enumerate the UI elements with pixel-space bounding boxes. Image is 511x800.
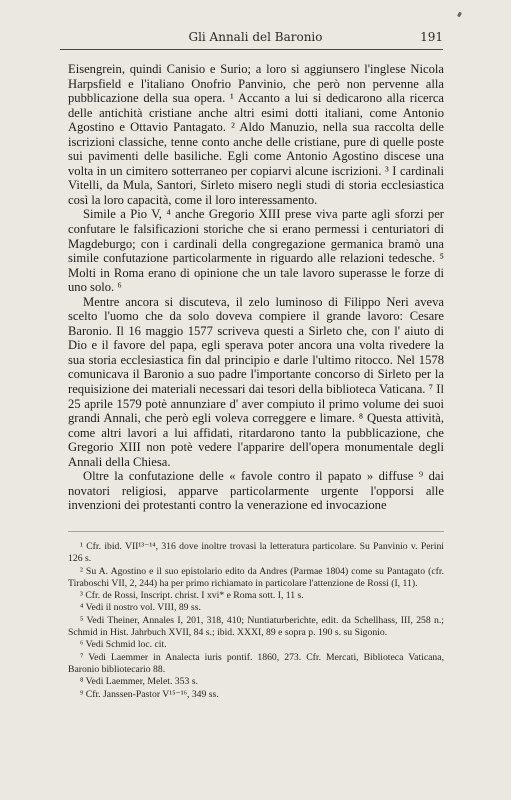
footnote-7: ⁷ Vedi Laemmer in Analecta iuris pontif. 1860, 273. Cfr. Mercati, Biblioteca Vaticana, Baronio bibliotecario 88. <box>68 651 444 675</box>
running-title: Gli Annali del Baronio <box>188 30 323 44</box>
paragraph-1: Eisengrein, quindi Canisio e Surio; a loro si aggiunsero l'inglese Nicola Harpsfield e l'italiano Onofrio Panvinio, che però non pervenne alla pubblicazione della sua opera. ¹ Accanto a lui si dedicarono alla ricerca delle antichità cristiane anche altri esimi dotti italiani, come Antonio Agostino e Ottavio Pantagato. ² Aldo Manuzio, nella sua raccolta delle iscrizioni classiche, tenne conto anche delle cristiane, pure di quelle poste sui pavimenti delle basiliche. Egli come Antonio Agostino discese una volta in un cimitero sotterraneo per copiarvi alcune iscrizioni. ³ I cardinali Vitelli, da Mula, Santori, Sirleto misero negli studi di storia ecclesiastica così la loro capacità, come il loro interessamento. <box>68 62 444 207</box>
paragraph-3: Mentre ancora si discuteva, il zelo luminoso di Filippo Neri aveva scelto l'uomo che da solo doveva compiere il grande lavoro: Cesare Baronio. Il 16 maggio 1577 scriveva questi a Sirleto che, con l' aiuto di Dio e il favore del papa, egli sperava poter ancora una volta rivedere la sua storia ecclesiastica fin dal principio e darle l'ultimo ritocco. Nel 1578 comunicava il Baronio a suo padre l'importante concorso di Sirleto per la requisizione dei materiali necessari dai tesori della biblioteca Vaticana. ⁷ Il 25 aprile 1579 potè annunziare d' aver compiuto il primo volume dei suoi grandi Annali, che però egli voleva correggere e limare. ⁸ Questa attività, come altri lavori a lui affidati, ritardarono tanto la pubblicazione, che Gregorio XIII non potè vedere l'apparire dell'opera monumentale degli Annali della Chiesa. <box>68 294 444 469</box>
footnote-5: ⁵ Vedi Theiner, Annales I, 201, 318, 410; Nuntiaturberichte, edit. da Schellhass, III, 258 n.; Schmid in Hist. Jahrbuch XVII, 84 s.; ibid. XXXI, 89 e sopra p. 190 s. su Sigonio. <box>68 614 444 639</box>
footnote-6: ⁶ Vedi Schmid loc. cit. <box>80 639 167 651</box>
footnote-8: ⁸ Vedi Laemmer, Melet. 353 s. <box>80 676 198 688</box>
footnote-3: ³ Cfr. de Rossi, Inscript. christ. I xvi* e Roma sott. I, 11 s. <box>80 590 304 602</box>
footnote-9: ⁹ Cfr. Janssen-Pastor V¹⁵⁻¹⁶, 349 ss. <box>80 688 219 700</box>
paragraph-2: Simile a Pio V, ⁴ anche Gregorio XIII prese viva parte agli sforzi per confutare le falsificazioni storiche che si erano permessi i centuriatori di Magdeburgo; con i cardinali della congregazione germanica bramò una simile confutazione particolarmente in riguardo alle relazioni tedesche. ⁵ Molti in Roma erano di opinione che un tale lavoro superasse le forze di uno solo. ⁶ <box>68 207 444 295</box>
footnote-4: ⁴ Vedi il nostro vol. VIII, 89 ss. <box>80 602 201 614</box>
footnote-1: ¹ Cfr. ibid. VII¹³⁻¹⁴, 316 dove inoltre trovasi la letteratura particolare. Su Panvinio v. Perini 126 s. <box>68 541 444 565</box>
header-rule <box>60 49 443 50</box>
page-header <box>68 30 443 46</box>
footnotes <box>68 541 444 701</box>
footnote-2: ² Su A. Agostino e il suo epistolario edito da Andres (Parmae 1804) come su Pantagato (cfr. Tiraboschi VII, 2, 244) ha per primo richiamato in particolare l'attenzione de Rossi (I, 11). <box>68 565 444 589</box>
footnote-separator <box>68 531 444 532</box>
page-number: 191 <box>420 30 443 44</box>
scan-speck <box>457 12 462 18</box>
paragraph-4: Oltre la confutazione delle « favole contro il papato » diffuse ⁹ dai novatori religiosi, apparve particolarmente urgente l'opporsi alle invenzioni dei protestanti contro la venerazione ed invocazione <box>68 469 444 513</box>
main-text <box>68 62 444 513</box>
